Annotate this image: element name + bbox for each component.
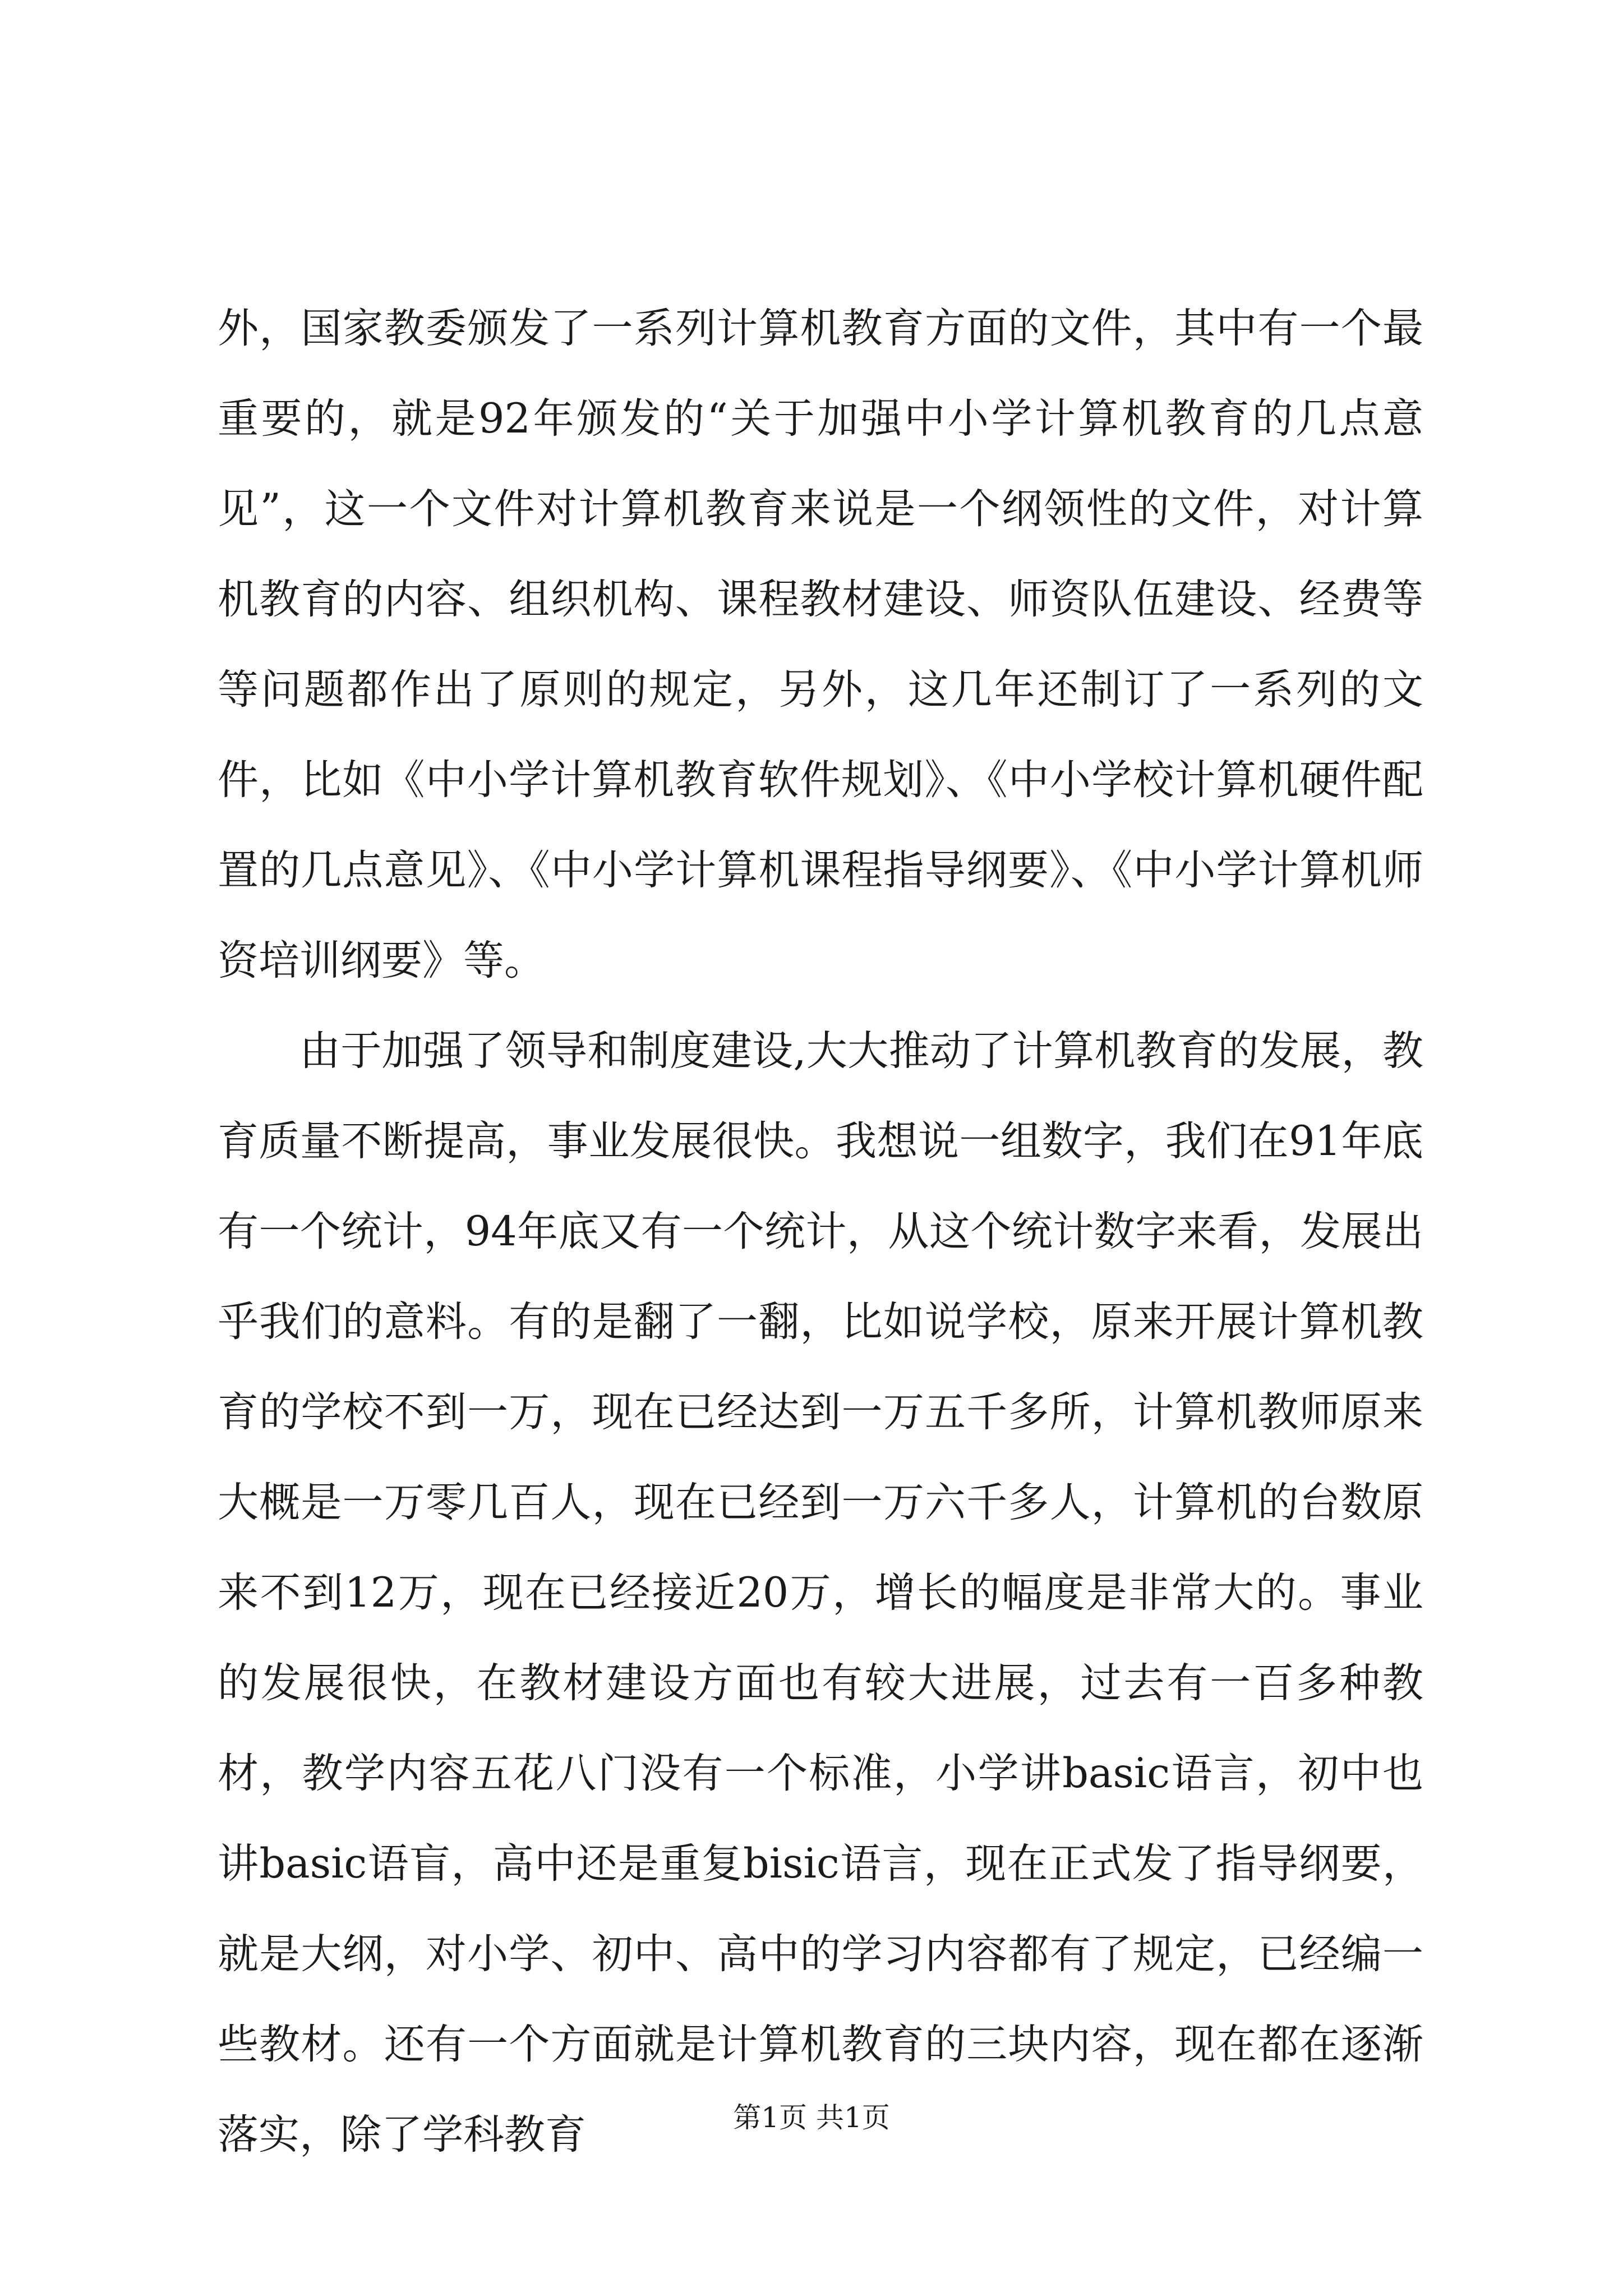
paragraph-continuation: 外，国家教委颁发了一系列计算机教育方面的文件，其中有一个最重要的，就是92年颁发的“关于加强中小学计算机教育的几点意见”，这一个文件对计算机教育来说是一个纲领性的文件，对计算机教育的内容、组织机构、课程教材建设、师资队伍建设、经费等等问题都作出了原则的规定，另外，这几年还制订了一系列的文件，比如《中小学计算机教育软件规划》、《中小学校计算机硬件配置的几点意见》、《中小学计算机课程指导纲要》、《中小学计算机师资培训纲要》等。 bbox=[218, 305, 1423, 984]
page-footer: 第1页 共1页 bbox=[733, 2101, 890, 2134]
paragraph-development: 由于加强了领导和制度建设,大大推动了计算机教育的发展，教育质量不断提高，事业发展很快。我想说一组数字，我们在91年底有一个统计，94年底又有一个统计，从这个统计数字来看，发展出乎我们的意料。有的是翻了一翻，比如说学校，原来开展计算机教育的学校不到一万，现在已经达到一万五千多所，计算机教师原来大概是一万零几百人，现在已经到一万六千多人，计算机的台数原来不到12万，现在已经接近20万，增长的幅度是非常大的。事业的发展很快，在教材建设方面也有较大进展，过去有一百多种教材，教学内容五花八门没有一个标准，小学讲basic语言，初中也讲basic语盲，高中还是重复bisic语言，现在正式发了指导纲要，就是大纲，对小学、初中、高中的学习内容都有了规定，已经编一些教材。还有一个方面就是计算机教育的三块内容，现在都在逐渐落实，除了学科教育 bbox=[218, 1027, 1423, 2159]
document-body bbox=[218, 283, 1423, 2180]
